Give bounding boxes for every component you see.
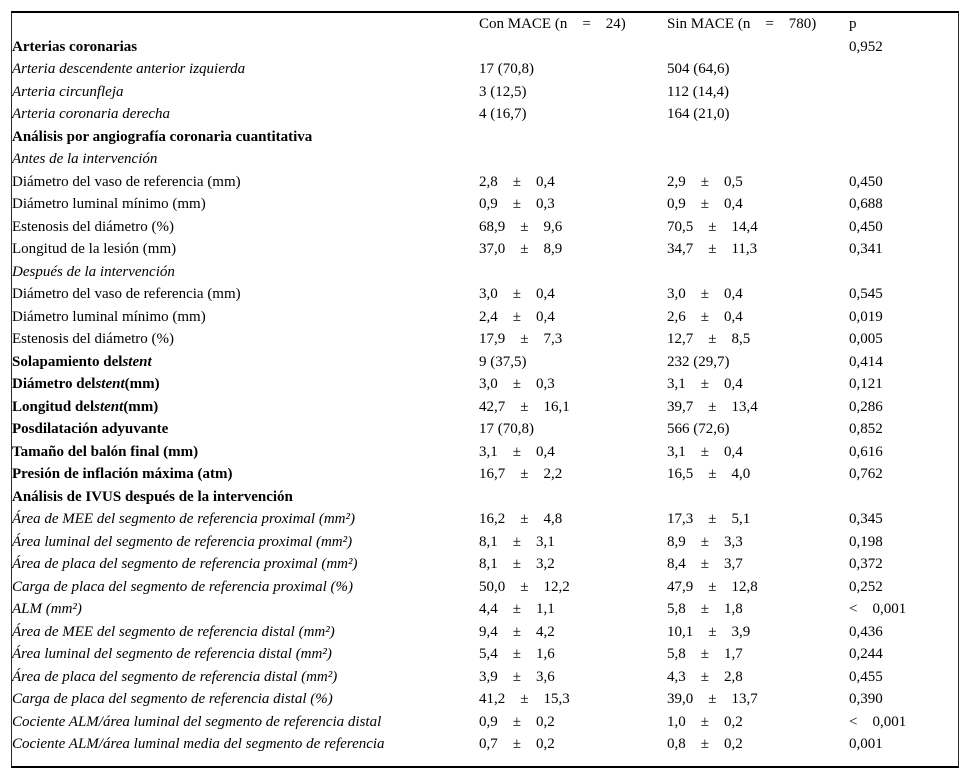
cell-p-value: 0,952 — [849, 38, 883, 55]
cell-sin-mace: 5,8 ± 1,7 — [667, 646, 743, 662]
cell-p-value: 0,390 — [849, 691, 883, 707]
cell-sin-mace: 39,0 ± 13,7 — [667, 691, 758, 707]
header-p: p — [849, 16, 857, 32]
row-label: Análisis por angiografía coronaria cuantitativa — [12, 128, 313, 145]
table-row — [12, 261, 958, 284]
cell-con-mace: 3 (12,5) — [479, 83, 527, 100]
table-row — [12, 441, 958, 464]
cell-sin-mace: 70,5 ± 14,4 — [667, 218, 758, 235]
row-label: Arteria circunfleja — [12, 83, 124, 100]
table-row — [12, 711, 958, 734]
cell-p-value: 0,616 — [849, 443, 883, 460]
row-label: ALM (mm²) — [12, 601, 82, 617]
row-label: Estenosis del diámetro (%) — [12, 218, 175, 235]
cell-sin-mace: 5,8 ± 1,8 — [667, 601, 743, 617]
cell-p-value — [849, 58, 958, 81]
row-label: Área de placa del segmento de referencia proximal (mm²) — [12, 556, 358, 572]
row-label — [12, 396, 479, 419]
row-label: Área luminal del segmento de referencia distal (mm²) — [12, 646, 332, 662]
cell-p-value: 0,762 — [849, 466, 883, 482]
table-row — [12, 373, 958, 396]
cell-p-value: 0,244 — [849, 646, 883, 662]
cell-p-value: 0,341 — [849, 241, 883, 257]
label-stent-italic: stent — [95, 376, 125, 392]
label-stent-italic: stent — [94, 398, 124, 415]
cell-sin-mace: 232 (29,7) — [667, 353, 730, 370]
cell-sin-mace: 4,3 ± 2,8 — [667, 668, 743, 685]
table-row — [12, 351, 958, 374]
cell-con-mace: 0,7 ± 0,2 — [479, 736, 555, 752]
row-label: Área de MEE del segmento de referencia proximal (mm²) — [12, 511, 356, 527]
cell-sin-mace — [667, 261, 849, 284]
row-label: Tamaño del balón final (mm) — [12, 443, 199, 460]
cell-con-mace — [479, 486, 667, 509]
cell-sin-mace: 2,9 ± 0,5 — [667, 173, 743, 190]
row-label: Estenosis del diámetro (%) — [12, 331, 175, 347]
cell-p-value: 0,450 — [849, 173, 883, 190]
cell-p-value: 0,436 — [849, 623, 883, 640]
cell-con-mace: 8,1 ± 3,1 — [479, 533, 555, 550]
cell-p-value: 0,450 — [849, 218, 883, 235]
row-label: Posdilatación adyuvante — [12, 421, 169, 437]
row-label: Cociente ALM/área luminal media del segmento de referencia — [12, 736, 385, 752]
cell-con-mace: 16,7 ± 2,2 — [479, 466, 563, 482]
cell-sin-mace — [667, 148, 849, 171]
cell-sin-mace: 47,9 ± 12,8 — [667, 578, 758, 595]
cell-p-value: 0,121 — [849, 376, 883, 392]
row-label: Análisis de IVUS después de la intervención — [12, 488, 293, 505]
cell-sin-mace: 10,1 ± 3,9 — [667, 623, 751, 640]
table-row — [12, 328, 958, 351]
row-label: Longitud de la lesión (mm) — [12, 241, 177, 257]
row-label: Área luminal del segmento de referencia proximal (mm²) — [12, 533, 353, 550]
table-row — [12, 576, 958, 599]
table-row — [12, 103, 958, 126]
row-label: Diámetro del vaso de referencia (mm) — [12, 173, 241, 190]
cell-con-mace: 2,4 ± 0,4 — [479, 308, 555, 325]
cell-sin-mace: 2,6 ± 0,4 — [667, 308, 743, 325]
cell-con-mace: 3,9 ± 3,6 — [479, 668, 555, 685]
label-text: (mm) — [124, 376, 160, 392]
row-label: Área de MEE del segmento de referencia distal (mm²) — [12, 623, 335, 640]
cell-p-value: 0,019 — [849, 308, 883, 325]
cell-sin-mace: 566 (72,6) — [667, 421, 730, 437]
cell-p-value: 0,414 — [849, 353, 883, 370]
cell-p-value — [849, 148, 958, 171]
cell-sin-mace: 0,9 ± 0,4 — [667, 196, 743, 212]
table-row — [12, 148, 958, 171]
mace-comparison-table — [12, 13, 958, 756]
row-label: Cociente ALM/área luminal del segmento de referencia distal — [12, 713, 382, 730]
cell-con-mace: 4,4 ± 1,1 — [479, 601, 555, 617]
cell-sin-mace — [667, 486, 849, 509]
header-sin-mace: Sin MACE (n = 780) — [667, 16, 817, 32]
cell-sin-mace: 3,0 ± 0,4 — [667, 286, 743, 302]
row-label: Arteria coronaria derecha — [12, 106, 171, 122]
cell-con-mace: 5,4 ± 1,6 — [479, 646, 555, 662]
cell-sin-mace: 17,3 ± 5,1 — [667, 511, 751, 527]
cell-sin-mace — [667, 126, 849, 149]
row-label: Después de la intervención — [12, 263, 175, 280]
cell-sin-mace: 16,5 ± 4,0 — [667, 466, 751, 482]
cell-con-mace: 0,9 ± 0,3 — [479, 196, 555, 212]
table-row — [12, 81, 958, 104]
cell-p-value: 0,372 — [849, 556, 883, 572]
row-label: Diámetro del vaso de referencia (mm) — [12, 286, 241, 302]
row-label: Diámetro luminal mínimo (mm) — [12, 308, 206, 325]
cell-sin-mace: 112 (14,4) — [667, 83, 729, 100]
cell-con-mace: 9 (37,5) — [479, 353, 527, 370]
cell-con-mace — [479, 148, 667, 171]
cell-con-mace: 17 (70,8) — [479, 421, 534, 437]
cell-p-value — [849, 126, 958, 149]
cell-con-mace: 41,2 ± 15,3 — [479, 691, 570, 707]
cell-p-value: 0,286 — [849, 398, 883, 415]
cell-p-value — [849, 103, 958, 126]
cell-sin-mace: 504 (64,6) — [667, 61, 730, 77]
cell-con-mace — [479, 126, 667, 149]
cell-con-mace — [479, 36, 667, 59]
cell-p-value: < 0,001 — [849, 713, 907, 730]
cell-con-mace: 9,4 ± 4,2 — [479, 623, 555, 640]
label-text: Solapamiento del — [12, 353, 123, 370]
row-label — [12, 373, 479, 396]
table-row — [12, 283, 958, 306]
cell-con-mace: 4 (16,7) — [479, 106, 527, 122]
cell-sin-mace: 0,8 ± 0,2 — [667, 736, 743, 752]
cell-p-value: 0,455 — [849, 668, 883, 685]
cell-sin-mace: 1,0 ± 0,2 — [667, 713, 743, 730]
cell-p-value: 0,001 — [849, 736, 883, 752]
table-row — [12, 486, 958, 509]
cell-p-value: 0,005 — [849, 331, 883, 347]
row-label: Carga de placa del segmento de referencia distal (%) — [12, 691, 333, 707]
cell-sin-mace: 3,1 ± 0,4 — [667, 376, 743, 392]
row-label — [12, 351, 479, 374]
cell-sin-mace: 8,9 ± 3,3 — [667, 533, 743, 550]
cell-p-value: 0,252 — [849, 578, 883, 595]
table-row — [12, 621, 958, 644]
cell-p-value: 0,545 — [849, 286, 883, 302]
cell-p-value — [849, 261, 958, 284]
cell-p-value: 0,198 — [849, 533, 883, 550]
table-row — [12, 553, 958, 576]
row-label: Arterias coronarias — [12, 38, 138, 55]
cell-sin-mace: 8,4 ± 3,7 — [667, 556, 743, 572]
cell-con-mace — [479, 261, 667, 284]
cell-con-mace: 37,0 ± 8,9 — [479, 241, 563, 257]
table-row — [12, 598, 958, 621]
table-row — [12, 58, 958, 81]
cell-con-mace: 3,0 ± 0,4 — [479, 286, 555, 302]
label-text: (mm) — [123, 398, 159, 415]
row-label: Área de placa del segmento de referencia distal (mm²) — [12, 668, 338, 685]
label-stent-italic: stent — [122, 353, 152, 370]
cell-con-mace: 3,0 ± 0,3 — [479, 376, 555, 392]
table-row — [12, 36, 958, 59]
cell-con-mace: 2,8 ± 0,4 — [479, 173, 555, 190]
cell-p-value: < 0,001 — [849, 601, 907, 617]
cell-con-mace: 8,1 ± 3,2 — [479, 556, 555, 572]
table-row — [12, 396, 958, 419]
cell-con-mace: 16,2 ± 4,8 — [479, 511, 563, 527]
table-row — [12, 508, 958, 531]
row-label: Presión de inflación máxima (atm) — [12, 466, 233, 482]
cell-con-mace: 68,9 ± 9,6 — [479, 218, 563, 235]
table-row — [12, 126, 958, 149]
comparison-table-box — [11, 11, 959, 768]
cell-con-mace: 17,9 ± 7,3 — [479, 331, 563, 347]
label-text: Longitud del — [12, 398, 95, 415]
row-label: Carga de placa del segmento de referencia proximal (%) — [12, 578, 354, 595]
table-row — [12, 531, 958, 554]
table-row — [12, 418, 958, 441]
label-text: Diámetro del — [12, 376, 96, 392]
row-label: Arteria descendente anterior izquierda — [12, 61, 246, 77]
cell-sin-mace: 3,1 ± 0,4 — [667, 443, 743, 460]
header-con-mace: Con MACE (n = 24) — [479, 16, 626, 32]
cell-p-value: 0,852 — [849, 421, 883, 437]
cell-p-value: 0,688 — [849, 196, 883, 212]
cell-sin-mace: 164 (21,0) — [667, 106, 730, 122]
table-row — [12, 216, 958, 239]
cell-sin-mace: 34,7 ± 11,3 — [667, 241, 758, 257]
table-row — [12, 733, 958, 756]
cell-con-mace: 50,0 ± 12,2 — [479, 578, 570, 595]
table-row — [12, 643, 958, 666]
table-row — [12, 463, 958, 486]
cell-p-value — [849, 486, 958, 509]
cell-con-mace: 17 (70,8) — [479, 61, 534, 77]
row-label: Diámetro luminal mínimo (mm) — [12, 196, 206, 212]
table-row — [12, 666, 958, 689]
cell-p-value — [849, 81, 958, 104]
cell-con-mace: 0,9 ± 0,2 — [479, 713, 555, 730]
header-empty-cell — [12, 13, 479, 36]
cell-p-value: 0,345 — [849, 511, 883, 527]
cell-sin-mace: 39,7 ± 13,4 — [667, 398, 758, 415]
table-row — [12, 193, 958, 216]
table-header-row — [12, 13, 958, 36]
row-label: Antes de la intervención — [12, 151, 158, 167]
cell-sin-mace: 12,7 ± 8,5 — [667, 331, 751, 347]
table-row — [12, 238, 958, 261]
cell-con-mace: 42,7 ± 16,1 — [479, 398, 570, 415]
table-row — [12, 688, 958, 711]
table-row — [12, 306, 958, 329]
cell-con-mace: 3,1 ± 0,4 — [479, 443, 555, 460]
table-row — [12, 171, 958, 194]
cell-sin-mace — [667, 36, 849, 59]
